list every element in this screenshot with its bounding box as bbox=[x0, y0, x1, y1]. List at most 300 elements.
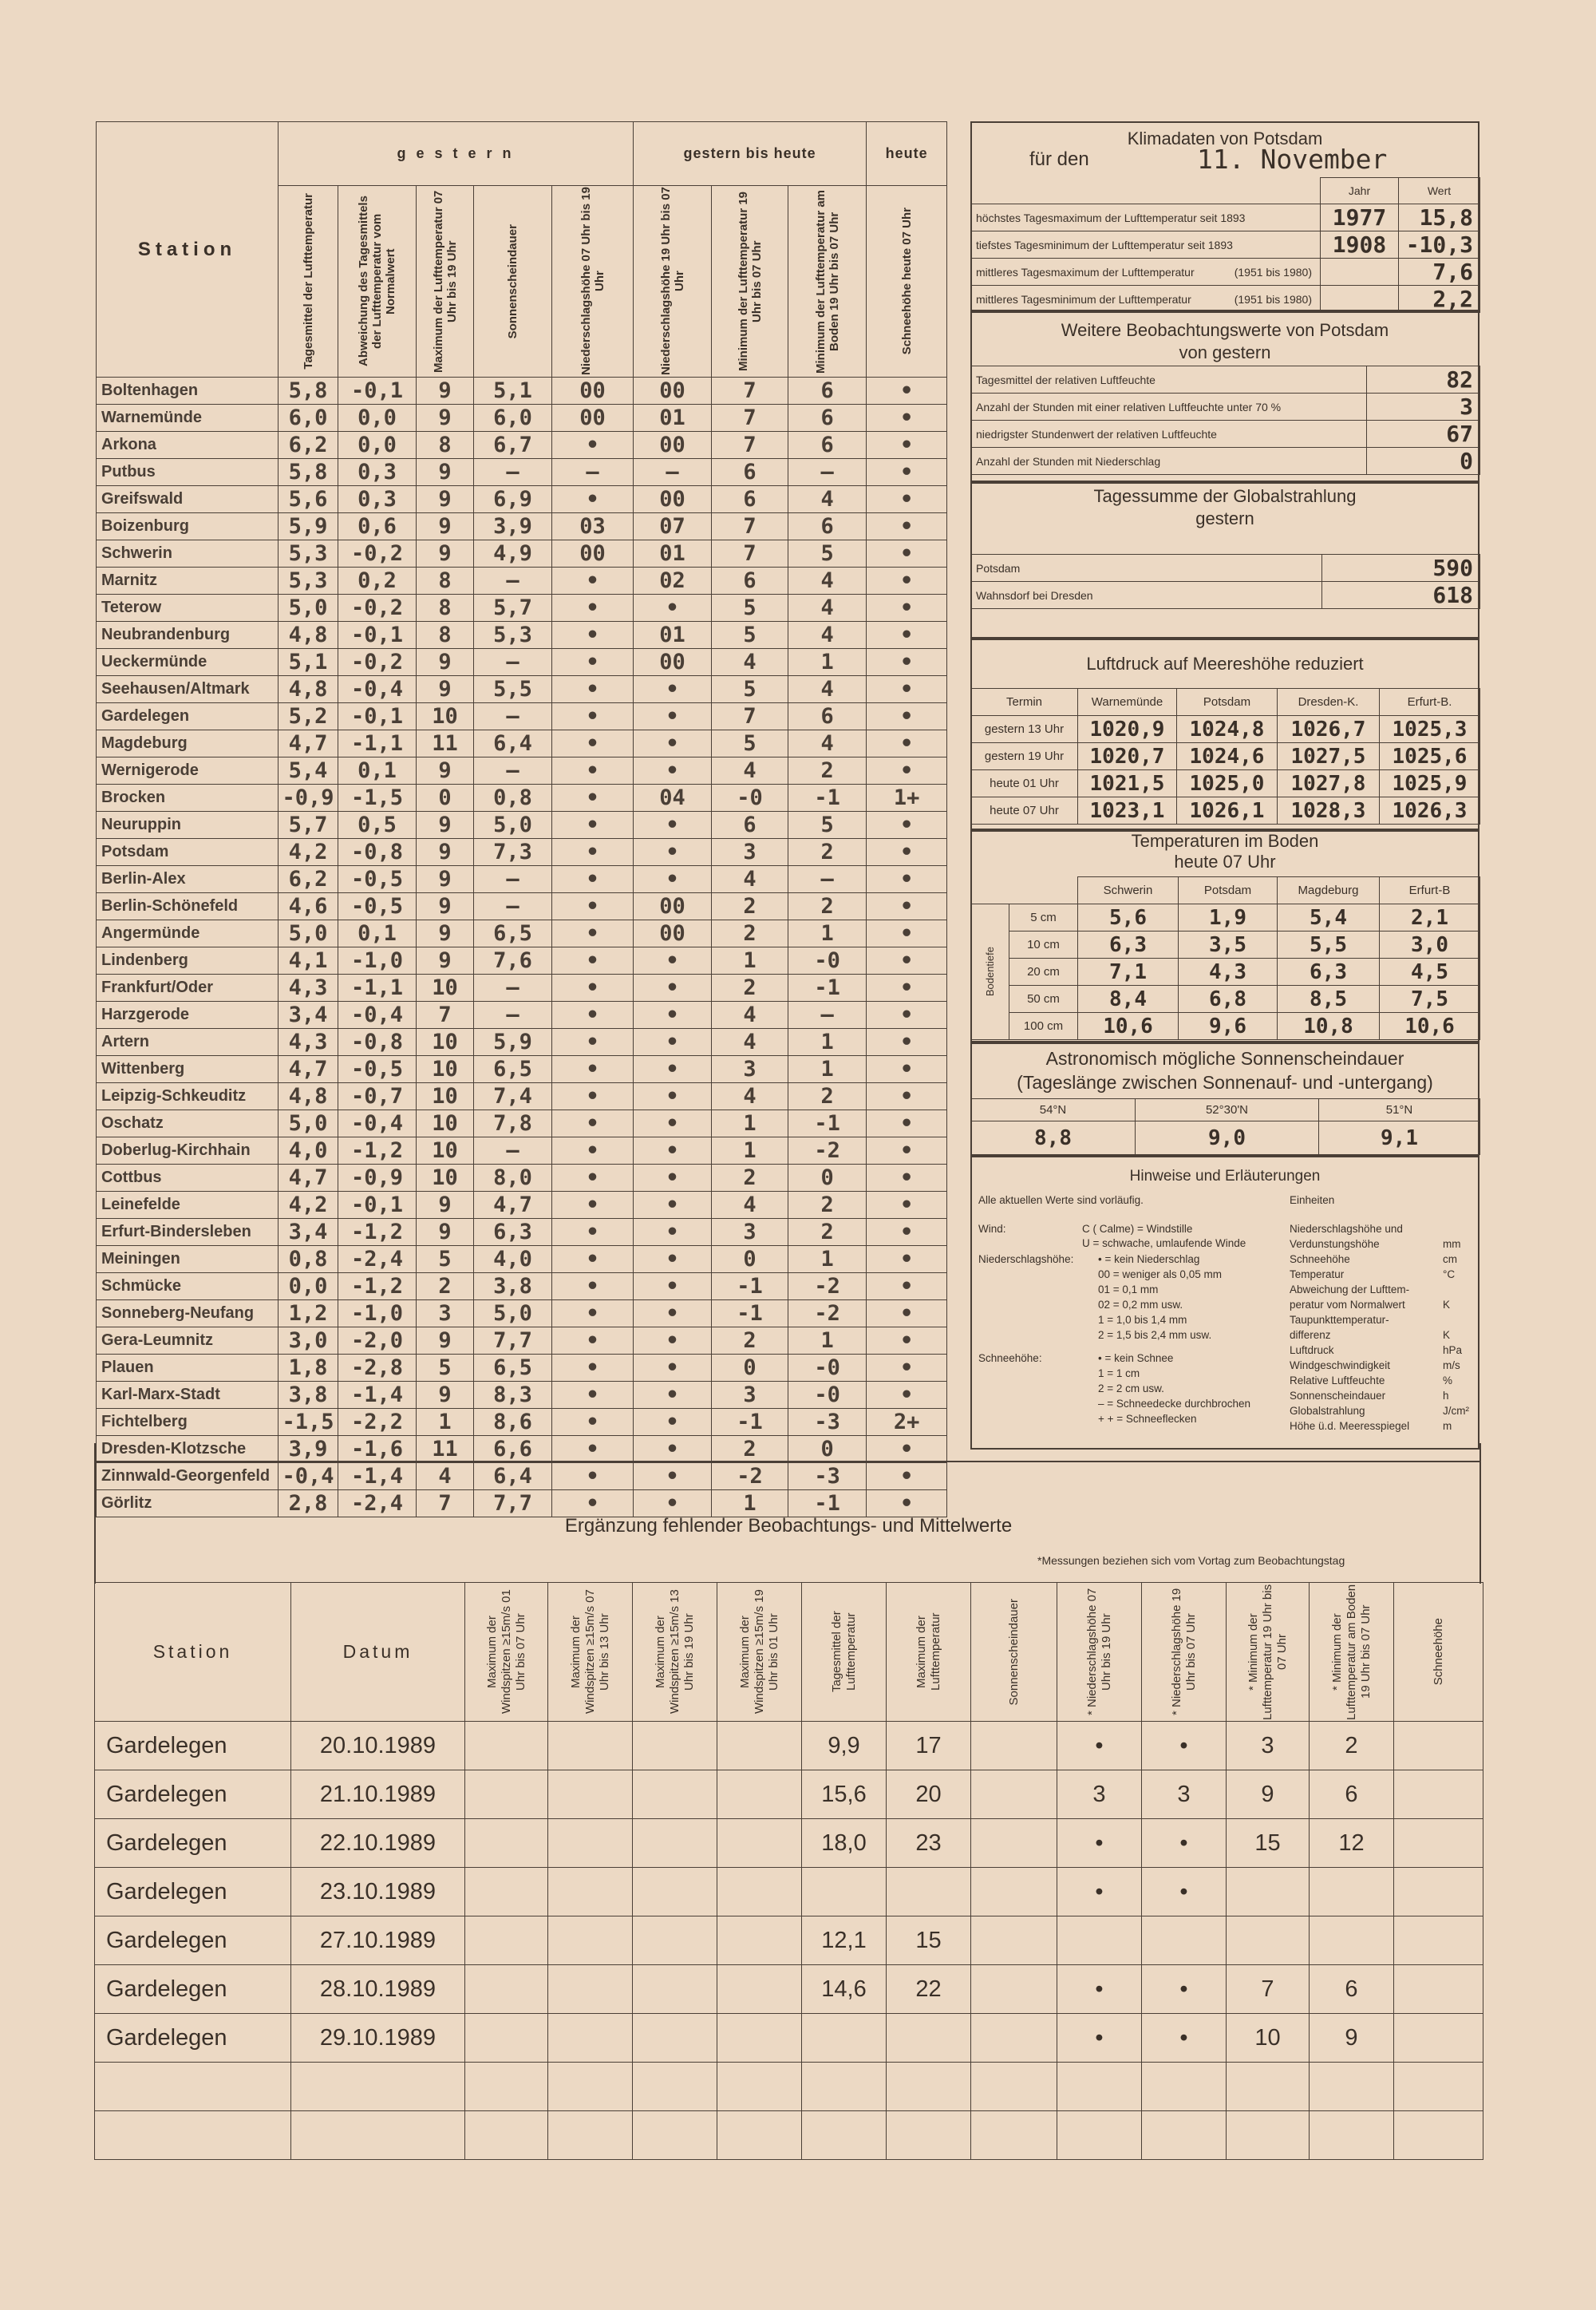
table-cell: 10 bbox=[417, 703, 474, 730]
table-row bbox=[97, 432, 947, 459]
table-cell: 9 bbox=[417, 513, 474, 540]
supplement-cell: • bbox=[1057, 1965, 1142, 2014]
klima-period: (1951 bis 1980) bbox=[1234, 265, 1312, 279]
table-cell: 0,0 bbox=[338, 432, 417, 459]
supplement-cell: 12,1 bbox=[802, 1916, 887, 1965]
supplement-cell bbox=[1057, 1916, 1142, 1965]
boden-row bbox=[971, 932, 1480, 959]
table-cell: • bbox=[552, 1300, 634, 1327]
table-cell: 7 bbox=[712, 513, 788, 540]
table-cell: 04 bbox=[634, 785, 712, 812]
table-cell: 00 bbox=[552, 540, 634, 568]
supplement-cell: 23.10.1989 bbox=[291, 1868, 465, 1916]
table-row bbox=[97, 1165, 947, 1192]
table-cell: 1 bbox=[712, 947, 788, 975]
table-cell: -1,4 bbox=[338, 1382, 417, 1409]
supplement-cell: • bbox=[1142, 1819, 1227, 1868]
table-cell: • bbox=[552, 1355, 634, 1382]
supplement-cell bbox=[1057, 2111, 1142, 2160]
note-unit-name: peratur vom Normalwert bbox=[1290, 1299, 1405, 1311]
table-cell: • bbox=[634, 1436, 712, 1463]
table-cell: – bbox=[474, 1137, 552, 1165]
table-cell: 4 bbox=[712, 1083, 788, 1110]
table-cell: 3 bbox=[417, 1300, 474, 1327]
note-schnee: + + = Schneeflecken bbox=[1098, 1413, 1197, 1425]
note-unit-name: Relative Luftfeuchte bbox=[1290, 1375, 1385, 1386]
table-cell: 9 bbox=[417, 1192, 474, 1219]
supplement-cell bbox=[1394, 2063, 1483, 2111]
boden-value: 7,1 bbox=[1078, 959, 1179, 986]
table-cell: 5 bbox=[712, 595, 788, 622]
station-name: Magdeburg bbox=[97, 730, 279, 757]
supplement-cell bbox=[465, 1965, 548, 2014]
supplement-cell bbox=[1394, 1819, 1483, 1868]
table-cell: 6 bbox=[712, 568, 788, 595]
table-cell: 4 bbox=[712, 1029, 788, 1056]
boden-header: Potsdam bbox=[1179, 877, 1278, 904]
supplement-header-text: Maximum der Windspitzen ≥15m/s 13 Uhr bis 19 Uhr bbox=[653, 1589, 696, 1715]
group-gestern-bis-heute: gestern bis heute bbox=[634, 122, 867, 186]
table-cell: 8 bbox=[417, 568, 474, 595]
table-cell: -1 bbox=[712, 1273, 788, 1300]
table-cell: • bbox=[867, 1382, 947, 1409]
table-row bbox=[97, 893, 947, 920]
table-cell: 8,0 bbox=[474, 1165, 552, 1192]
supplement-cell bbox=[802, 1868, 887, 1916]
table-cell: • bbox=[867, 757, 947, 785]
boden-side-text: Bodentiefe bbox=[984, 947, 996, 997]
luftdruck-value: 1026,7 bbox=[1278, 716, 1380, 743]
table-cell: – bbox=[474, 459, 552, 486]
table-cell: • bbox=[634, 1355, 712, 1382]
table-cell: 5,9 bbox=[279, 513, 338, 540]
table-cell: -0,1 bbox=[338, 622, 417, 649]
table-cell: 4,0 bbox=[474, 1246, 552, 1273]
table-cell: • bbox=[634, 1083, 712, 1110]
supplement-cell: 15,6 bbox=[802, 1770, 887, 1819]
global-wert: 590 bbox=[1322, 555, 1480, 582]
supplement-cell: 3 bbox=[1142, 1770, 1227, 1819]
supplement-station: Gardelegen bbox=[95, 1868, 291, 1916]
table-cell: • bbox=[867, 1463, 947, 1490]
table-cell: 9 bbox=[417, 1382, 474, 1409]
table-cell: • bbox=[867, 595, 947, 622]
table-cell: 0 bbox=[788, 1436, 867, 1463]
station-name: Artern bbox=[97, 1029, 279, 1056]
table-cell: • bbox=[552, 1165, 634, 1192]
global-row bbox=[971, 582, 1480, 609]
table-cell: • bbox=[867, 866, 947, 893]
table-cell: • bbox=[867, 812, 947, 839]
table-cell: 6 bbox=[712, 812, 788, 839]
supplement-cell bbox=[717, 2111, 802, 2160]
station-name: Karl-Marx-Stadt bbox=[97, 1382, 279, 1409]
note-nied: 02 = 0,2 mm usw. bbox=[1098, 1299, 1183, 1311]
table-row bbox=[97, 920, 947, 947]
luftdruck-header: Termin bbox=[971, 689, 1078, 716]
table-cell: • bbox=[634, 866, 712, 893]
col-header: Minimum der Lufttemperatur am Boden 19 Uhr bis 07 Uhr bbox=[788, 186, 867, 378]
klima-label bbox=[971, 231, 1321, 259]
table-cell: 4 bbox=[788, 622, 867, 649]
table-cell: • bbox=[867, 703, 947, 730]
supplement-cell bbox=[633, 2111, 717, 2160]
table-row bbox=[97, 785, 947, 812]
table-row bbox=[97, 1246, 947, 1273]
station-name: Ueckermünde bbox=[97, 649, 279, 676]
table-cell: 00 bbox=[634, 893, 712, 920]
supplement-cell: 21.10.1989 bbox=[291, 1770, 465, 1819]
station-name: Marnitz bbox=[97, 568, 279, 595]
table-cell: 5,7 bbox=[474, 595, 552, 622]
table-cell: • bbox=[634, 1029, 712, 1056]
supplement-cell bbox=[802, 2014, 887, 2063]
table-cell: • bbox=[634, 1409, 712, 1436]
boden-depth: 20 cm bbox=[1009, 959, 1078, 986]
table-cell: 5 bbox=[788, 540, 867, 568]
table-cell: 4 bbox=[788, 486, 867, 513]
table-cell: 00 bbox=[634, 432, 712, 459]
note-unit: % bbox=[1443, 1375, 1453, 1386]
table-cell: -0,9 bbox=[338, 1165, 417, 1192]
table-cell: • bbox=[552, 1273, 634, 1300]
table-cell: -0,2 bbox=[338, 540, 417, 568]
table-cell: 9 bbox=[417, 649, 474, 676]
table-cell: 7,4 bbox=[474, 1083, 552, 1110]
supplement-cell bbox=[291, 2063, 465, 2111]
table-cell: • bbox=[867, 486, 947, 513]
klimadaten-table bbox=[970, 177, 1480, 313]
supplement-cell bbox=[1142, 2063, 1227, 2111]
table-cell: 2 bbox=[712, 975, 788, 1002]
luftdruck-value: 1025,0 bbox=[1177, 770, 1278, 797]
weitere-label: Tagesmittel der relativen Luftfeuchte bbox=[971, 366, 1367, 394]
table-cell: • bbox=[552, 1490, 634, 1517]
table-cell: -0,1 bbox=[338, 378, 417, 405]
boden-table bbox=[970, 876, 1480, 1040]
table-cell: 4,7 bbox=[279, 730, 338, 757]
table-cell: 7 bbox=[712, 405, 788, 432]
station-name: Neuruppin bbox=[97, 812, 279, 839]
table-cell: • bbox=[552, 947, 634, 975]
luftdruck-termin: heute 01 Uhr bbox=[971, 770, 1078, 797]
table-cell: -3 bbox=[788, 1463, 867, 1490]
table-cell: • bbox=[634, 1002, 712, 1029]
table-cell: • bbox=[867, 622, 947, 649]
table-cell: • bbox=[867, 975, 947, 1002]
table-cell: • bbox=[634, 730, 712, 757]
supplement-station bbox=[95, 2063, 291, 2111]
weitere-wert: 3 bbox=[1367, 394, 1480, 421]
table-row bbox=[97, 540, 947, 568]
table-cell: 7 bbox=[712, 540, 788, 568]
table-cell: • bbox=[634, 676, 712, 703]
boden-value: 6,3 bbox=[1278, 959, 1380, 986]
table-cell: • bbox=[552, 1056, 634, 1083]
table-cell: • bbox=[867, 839, 947, 866]
supplement-cell bbox=[717, 2014, 802, 2063]
table-cell: 5,8 bbox=[279, 459, 338, 486]
table-cell: • bbox=[634, 757, 712, 785]
supplement-cell bbox=[548, 2063, 633, 2111]
table-cell: 6 bbox=[788, 513, 867, 540]
supplement-header bbox=[717, 1583, 802, 1722]
luftdruck-value: 1021,5 bbox=[1078, 770, 1177, 797]
table-cell: 00 bbox=[634, 486, 712, 513]
table-row bbox=[97, 975, 947, 1002]
table-cell: • bbox=[634, 947, 712, 975]
table-row bbox=[97, 405, 947, 432]
supplement-cell bbox=[717, 1965, 802, 2014]
table-cell: -2,0 bbox=[338, 1327, 417, 1355]
table-cell: 1 bbox=[788, 920, 867, 947]
supplement-header bbox=[1394, 1583, 1483, 1722]
table-cell: 4,8 bbox=[279, 1083, 338, 1110]
astro-title: Astronomisch mögliche Sonnenscheindauer bbox=[1045, 1048, 1404, 1069]
table-cell: 6 bbox=[788, 432, 867, 459]
table-cell: 3,8 bbox=[474, 1273, 552, 1300]
supplement-cell bbox=[802, 2063, 887, 2111]
table-cell: 5,7 bbox=[279, 812, 338, 839]
supplement-cell bbox=[465, 1916, 548, 1965]
note-unit-name: Abweichung der Lufttem- bbox=[1290, 1284, 1410, 1295]
col-header: Tagesmittel der Lufttemperatur bbox=[279, 186, 338, 378]
table-cell: • bbox=[867, 1192, 947, 1219]
supplement-header-text: * Niederschlagshöhe 19 Uhr bis 07 Uhr bbox=[1169, 1588, 1198, 1716]
supplement-station: Gardelegen bbox=[95, 1965, 291, 2014]
table-cell: • bbox=[634, 1382, 712, 1409]
table-cell: 6 bbox=[788, 703, 867, 730]
supplement-cell bbox=[291, 2111, 465, 2160]
table-cell: • bbox=[867, 1355, 947, 1382]
table-cell: • bbox=[867, 1110, 947, 1137]
table-cell: 4 bbox=[712, 1192, 788, 1219]
klima-label-text: mittleres Tagesmaximum der Lufttemperatur bbox=[976, 265, 1195, 279]
supplement-cell bbox=[887, 1868, 971, 1916]
supplement-cell: 14,6 bbox=[802, 1965, 887, 2014]
luftdruck-header: Erfurt-B. bbox=[1380, 689, 1480, 716]
note-nied-label: Niederschlagshöhe: bbox=[978, 1253, 1074, 1265]
table-cell: -0 bbox=[788, 1382, 867, 1409]
luftdruck-row bbox=[971, 770, 1480, 797]
table-cell: • bbox=[867, 947, 947, 975]
supplement-header: Datum bbox=[291, 1583, 465, 1722]
table-cell: • bbox=[552, 1110, 634, 1137]
table-cell: • bbox=[867, 676, 947, 703]
table-cell: 2 bbox=[788, 839, 867, 866]
supplement-row bbox=[95, 2111, 1483, 2160]
station-name: Meiningen bbox=[97, 1246, 279, 1273]
table-cell: -0,9 bbox=[279, 785, 338, 812]
table-cell: 4,3 bbox=[279, 975, 338, 1002]
table-cell: 2+ bbox=[867, 1409, 947, 1436]
boden-value: 10,8 bbox=[1278, 1013, 1380, 1040]
table-cell: -1,2 bbox=[338, 1273, 417, 1300]
boden-row bbox=[971, 904, 1480, 932]
table-cell: • bbox=[552, 975, 634, 1002]
table-cell: 2 bbox=[712, 1165, 788, 1192]
bottom-title: Ergänzung fehlender Beobachtungs- und Mittelwerte bbox=[564, 1515, 1013, 1537]
global-title: Tagessumme der Globalstrahlung bbox=[1093, 486, 1357, 506]
table-cell: • bbox=[552, 1219, 634, 1246]
supplement-header bbox=[633, 1583, 717, 1722]
supplement-cell: • bbox=[1057, 1868, 1142, 1916]
table-cell: 9 bbox=[417, 486, 474, 513]
table-cell: • bbox=[867, 1029, 947, 1056]
table-row bbox=[97, 1273, 947, 1300]
astro-value: 9,0 bbox=[1136, 1121, 1319, 1155]
note-unit: m bbox=[1443, 1420, 1452, 1432]
table-cell: • bbox=[552, 1002, 634, 1029]
table-cell: 10 bbox=[417, 1056, 474, 1083]
supplement-cell: 23 bbox=[887, 1819, 971, 1868]
supplement-cell bbox=[1310, 1916, 1394, 1965]
weitere-wert: 82 bbox=[1367, 366, 1480, 394]
luftdruck-value: 1020,7 bbox=[1078, 743, 1177, 770]
klima-jahr bbox=[1321, 259, 1399, 286]
table-cell: • bbox=[552, 1137, 634, 1165]
table-cell: • bbox=[634, 839, 712, 866]
table-cell: 10 bbox=[417, 1029, 474, 1056]
klimadaten-date: 11. November bbox=[1197, 144, 1388, 175]
table-cell: 4,2 bbox=[279, 839, 338, 866]
supplement-cell: 20 bbox=[887, 1770, 971, 1819]
table-cell: – bbox=[474, 757, 552, 785]
table-cell: 5,2 bbox=[279, 703, 338, 730]
table-cell: 07 bbox=[634, 513, 712, 540]
luftdruck-table bbox=[970, 688, 1480, 825]
table-cell: 9 bbox=[417, 920, 474, 947]
supplement-header-text: * Niederschlagshöhe 07 Uhr bis 19 Uhr bbox=[1084, 1588, 1113, 1716]
table-cell: -1,1 bbox=[338, 730, 417, 757]
table-cell: -1 bbox=[788, 975, 867, 1002]
station-name: Dresden-Klotzsche bbox=[97, 1436, 279, 1463]
table-cell: 6,5 bbox=[474, 920, 552, 947]
luftdruck-value: 1025,3 bbox=[1380, 716, 1480, 743]
supplement-table bbox=[94, 1582, 1483, 2160]
table-cell: • bbox=[552, 1246, 634, 1273]
luftdruck-row bbox=[971, 797, 1480, 825]
supplement-cell bbox=[548, 1770, 633, 1819]
table-cell: • bbox=[867, 1002, 947, 1029]
supplement-cell bbox=[465, 2063, 548, 2111]
klima-row bbox=[971, 286, 1480, 313]
table-cell: • bbox=[634, 1219, 712, 1246]
station-name: Warnemünde bbox=[97, 405, 279, 432]
weitere-wert: 67 bbox=[1367, 421, 1480, 448]
table-row bbox=[97, 703, 947, 730]
table-row bbox=[97, 1110, 947, 1137]
group-heute: heute bbox=[867, 122, 947, 186]
luftdruck-row bbox=[971, 743, 1480, 770]
note-unit-name: Luftdruck bbox=[1290, 1344, 1334, 1356]
table-row bbox=[97, 1219, 947, 1246]
supplement-cell: 6 bbox=[1310, 1770, 1394, 1819]
table-cell: 3,9 bbox=[474, 513, 552, 540]
table-row bbox=[97, 378, 947, 405]
boden-row bbox=[971, 959, 1480, 986]
table-cell: 6,0 bbox=[279, 405, 338, 432]
col-header: Minimum der Lufttemperatur 19 Uhr bis 07 Uhr bbox=[712, 186, 788, 378]
table-cell: • bbox=[867, 730, 947, 757]
station-header: Station bbox=[97, 122, 279, 378]
table-cell: 5,1 bbox=[279, 649, 338, 676]
supplement-cell bbox=[717, 1868, 802, 1916]
table-cell: 3,9 bbox=[279, 1436, 338, 1463]
supplement-cell bbox=[971, 1819, 1057, 1868]
astro-header: 54°N bbox=[971, 1099, 1136, 1121]
table-cell: 3,8 bbox=[279, 1382, 338, 1409]
note-nied: • = kein Niederschlag bbox=[1098, 1253, 1200, 1265]
table-cell: -1 bbox=[788, 1490, 867, 1517]
table-cell: 7 bbox=[712, 378, 788, 405]
supplement-cell bbox=[971, 2111, 1057, 2160]
table-cell: 4,8 bbox=[279, 676, 338, 703]
table-cell: -1,0 bbox=[338, 947, 417, 975]
table-cell: • bbox=[867, 1056, 947, 1083]
weitere-row bbox=[971, 448, 1480, 475]
supplement-cell bbox=[802, 2111, 887, 2160]
astro-value: 8,8 bbox=[971, 1121, 1136, 1155]
table-cell: 5,3 bbox=[279, 568, 338, 595]
table-cell: 2 bbox=[788, 1219, 867, 1246]
table-cell: -2 bbox=[788, 1137, 867, 1165]
station-name: Wittenberg bbox=[97, 1056, 279, 1083]
table-cell: 6 bbox=[712, 459, 788, 486]
table-cell: • bbox=[552, 730, 634, 757]
note-unit-name: Schneehöhe bbox=[1290, 1253, 1350, 1265]
station-name: Greifswald bbox=[97, 486, 279, 513]
table-cell: 4,7 bbox=[279, 1056, 338, 1083]
table-cell: -0,5 bbox=[338, 893, 417, 920]
supplement-row bbox=[95, 1770, 1483, 1819]
supplement-header bbox=[548, 1583, 633, 1722]
table-cell: 6,9 bbox=[474, 486, 552, 513]
weitere-label: niedrigster Stundenwert der relativen Luftfeuchte bbox=[971, 421, 1367, 448]
table-cell: 0,3 bbox=[338, 459, 417, 486]
supplement-cell: 10 bbox=[1227, 2014, 1310, 2063]
col-header: Sonnenscheindauer bbox=[474, 186, 552, 378]
supplement-cell bbox=[465, 1819, 548, 1868]
station-name: Boizenburg bbox=[97, 513, 279, 540]
col-header: Niederschlagshöhe 07 Uhr bis 19 Uhr bbox=[552, 186, 634, 378]
col-header: Abweichung des Tagesmittels der Lufttemperatur vom Normalwert bbox=[338, 186, 417, 378]
table-cell: 0,2 bbox=[338, 568, 417, 595]
supplement-cell bbox=[633, 2063, 717, 2111]
table-cell: -0 bbox=[788, 947, 867, 975]
table-cell: 3 bbox=[712, 1219, 788, 1246]
table-cell: 0,1 bbox=[338, 920, 417, 947]
supplement-cell bbox=[633, 1819, 717, 1868]
table-cell: -0,8 bbox=[338, 1029, 417, 1056]
supplement-header-text: Maximum der Windspitzen ≥15m/s 07 Uhr bis 13 Uhr bbox=[568, 1589, 611, 1715]
table-cell: 0,0 bbox=[279, 1273, 338, 1300]
weitere-table bbox=[970, 366, 1480, 475]
supplement-cell: • bbox=[1057, 1722, 1142, 1770]
table-cell: • bbox=[867, 1490, 947, 1517]
table-cell: -2 bbox=[712, 1463, 788, 1490]
table-cell: 9 bbox=[417, 459, 474, 486]
supplement-cell: 18,0 bbox=[802, 1819, 887, 1868]
table-cell: 1 bbox=[788, 1246, 867, 1273]
table-cell: 03 bbox=[552, 513, 634, 540]
boden-value: 9,6 bbox=[1179, 1013, 1278, 1040]
boden-depth: 100 cm bbox=[1009, 1013, 1078, 1040]
note-unit: J/cm² bbox=[1443, 1405, 1469, 1417]
table-cell: • bbox=[552, 432, 634, 459]
boden-value: 3,0 bbox=[1380, 932, 1480, 959]
table-cell: – bbox=[788, 1002, 867, 1029]
